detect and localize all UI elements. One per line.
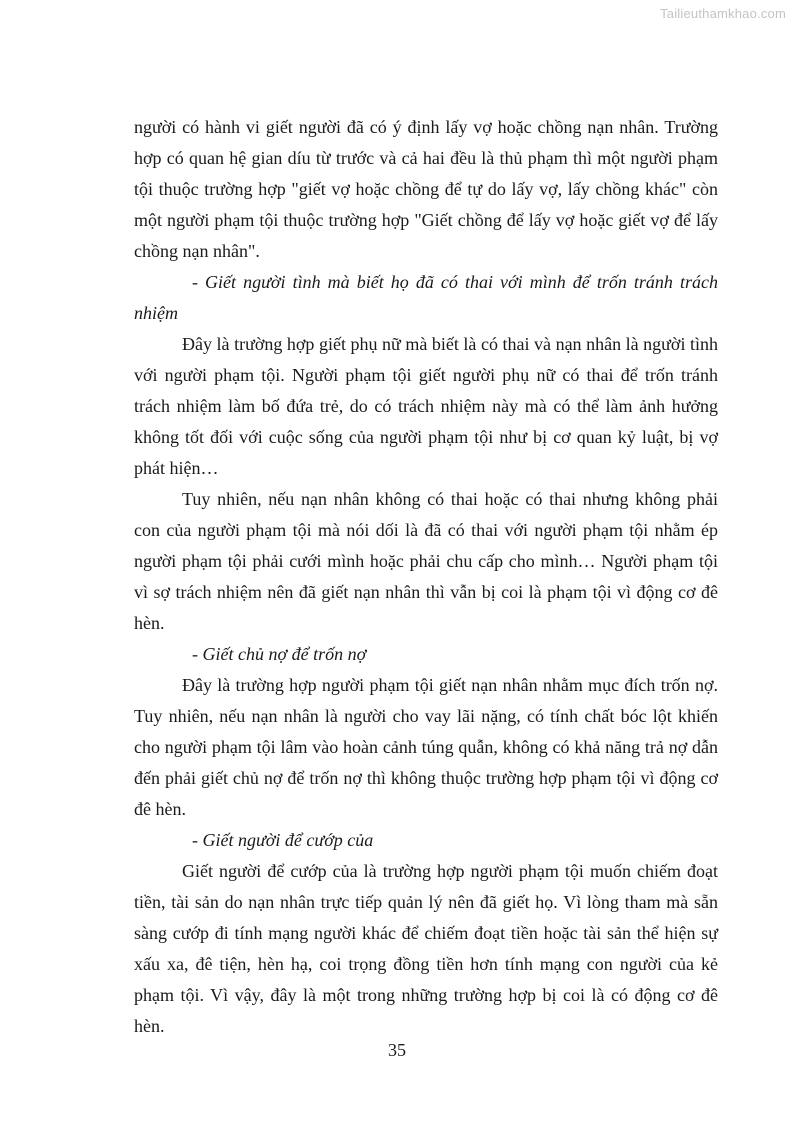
watermark: Tailieuthamkhao.com — [660, 6, 786, 21]
paragraph: Tuy nhiên, nếu nạn nhân không có thai hoặc có thai nhưng không phải con của người phạm tội mà nói dối là đã có thai với người phạm tội nhằm ép người phạm tội phải cưới mình hoặc phải chu cấp cho mình… Người phạm tội vì sợ trách nhiệm nên đã giết nạn nhân thì vẫn bị coi là phạm tội vì động cơ đê hèn. — [134, 489, 718, 633]
paragraph-continuation: người có hành vi giết người đã có ý định lấy vợ hoặc chồng nạn nhân. Trường hợp có quan hệ gian díu từ trước và cả hai đều là thủ phạm thì một người phạm tội thuộc trường hợp "giết vợ hoặc chồng để tự do lấy vợ, lấy chồng khác" còn một người phạm tội thuộc trường hợp "Giết chồng để lấy vợ hoặc giết vợ để lấy chồng nạn nhân". — [134, 117, 718, 261]
page-number: 35 — [388, 1040, 406, 1060]
section-heading: - Giết chủ nợ để trốn nợ — [192, 644, 367, 664]
paragraph: Giết người để cướp của là trường hợp người phạm tội muốn chiếm đoạt tiền, tài sản do nạn nhân trực tiếp quản lý nên đã giết họ. Vì lòng tham mà sẵn sàng cướp đi tính mạng người khác để chiếm đoạt tiền hoặc tài sản thể hiện sự xấu xa, đê tiện, hèn hạ, coi trọng đồng tiền hơn tính mạng con người của kẻ phạm tội. Vì vậy, đây là một trong những trường hợp bị coi là có động cơ đê hèn. — [134, 861, 718, 1036]
document-body — [134, 112, 718, 1042]
section-heading: - Giết người để cướp của — [192, 830, 374, 850]
paragraph: Đây là trường hợp giết phụ nữ mà biết là có thai và nạn nhân là người tình với người phạm tội. Người phạm tội giết người phụ nữ có thai để trốn tránh trách nhiệm làm bố đứa trẻ, do có trách nhiệm này mà có thể làm ảnh hưởng không tốt đối với cuộc sống của người phạm tội như bị cơ quan kỷ luật, bị vợ phát hiện… — [134, 334, 718, 478]
paragraph: Đây là trường hợp người phạm tội giết nạn nhân nhằm mục đích trốn nợ. Tuy nhiên, nếu nạn nhân là người cho vay lãi nặng, có tính chất bóc lột khiến cho người phạm tội lâm vào hoàn cảnh túng quẫn, không có khả năng trả nợ dẫn đến phải giết chủ nợ để trốn nợ thì không thuộc trường hợp phạm tội vì động cơ đê hèn. — [134, 675, 718, 819]
section-heading: - Giết người tình mà biết họ đã có thai với mình để trốn tránh trách nhiệm — [134, 272, 718, 323]
